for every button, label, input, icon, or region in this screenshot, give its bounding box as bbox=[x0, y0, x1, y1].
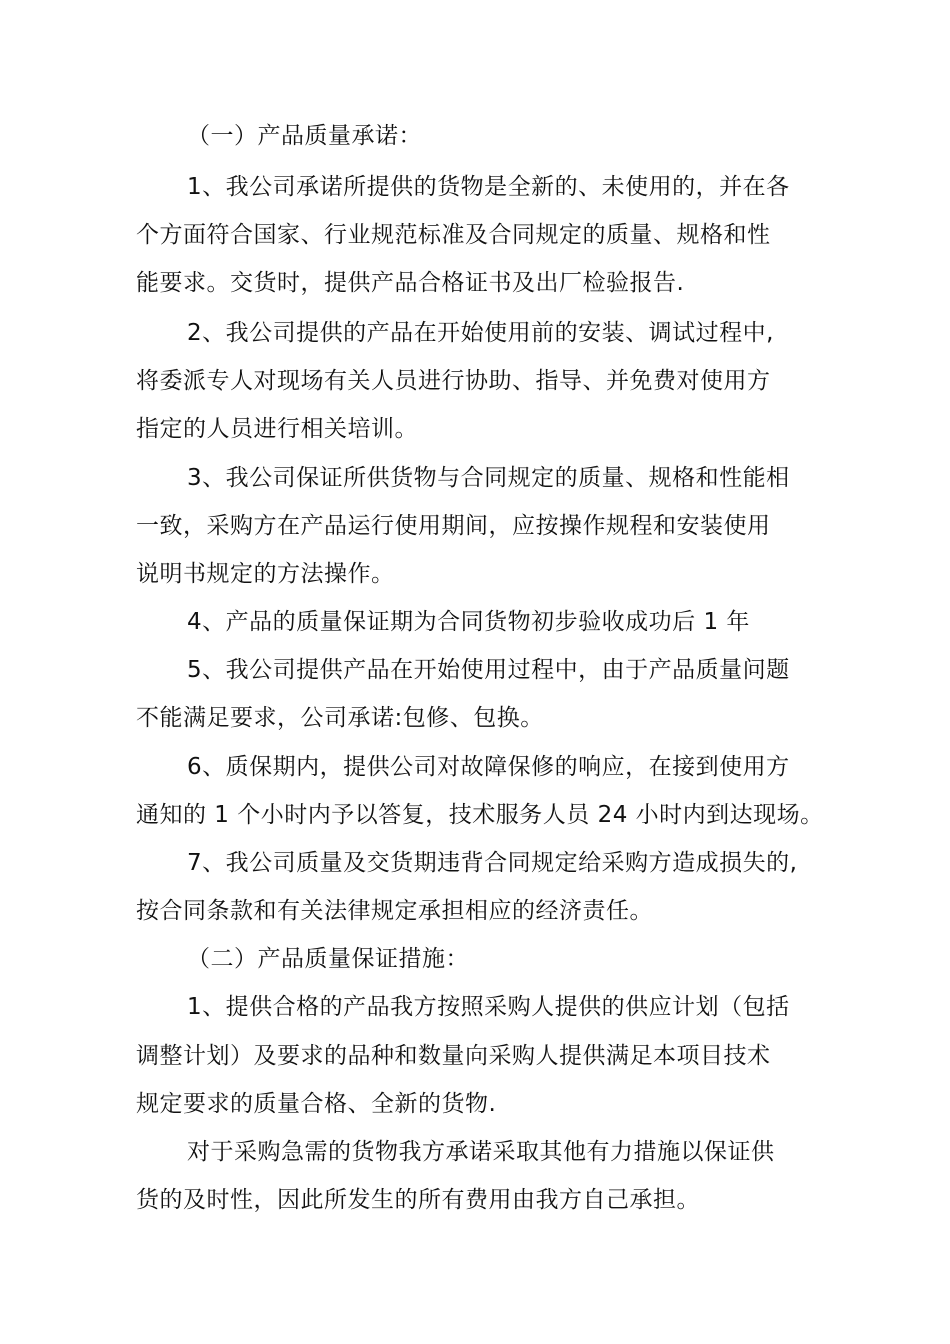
paragraph-line: 个方面符合国家、行业规范标准及合同规定的质量、规格和性 bbox=[136, 222, 771, 248]
paragraph-line: 规定要求的质量合格、全新的货物. bbox=[136, 1091, 497, 1117]
paragraph-line: 通知的 1 个小时内予以答复，技术服务人员 24 小时内到达现场。 bbox=[136, 802, 824, 828]
section-heading-1: （一）产品质量承诺： bbox=[187, 123, 422, 149]
paragraph-line: 6、质保期内，提供公司对故障保修的响应，在接到使用方 bbox=[187, 754, 790, 780]
paragraph-line: 3、我公司保证所供货物与合同规定的质量、规格和性能相 bbox=[187, 465, 790, 491]
paragraph-line: 1、我公司承诺所提供的货物是全新的、未使用的，并在各 bbox=[187, 174, 790, 200]
paragraph-line: 货的及时性，因此所发生的所有费用由我方自己承担。 bbox=[136, 1187, 700, 1213]
paragraph-line: 1、提供合格的产品我方按照采购人提供的供应计划（包括 bbox=[187, 994, 790, 1020]
paragraph-line: 对于采购急需的货物我方承诺采取其他有力措施以保证供 bbox=[187, 1139, 775, 1165]
paragraph-line: 指定的人员进行相关培训。 bbox=[136, 416, 418, 442]
paragraph-line: 调整计划）及要求的品种和数量向采购人提供满足本项目技术 bbox=[136, 1043, 771, 1069]
paragraph-line: 不能满足要求，公司承诺:包修、包换。 bbox=[136, 705, 544, 731]
paragraph-line: 5、我公司提供产品在开始使用过程中，由于产品质量问题 bbox=[187, 657, 790, 683]
paragraph-line: 说明书规定的方法操作。 bbox=[136, 561, 395, 587]
paragraph-line: 2、我公司提供的产品在开始使用前的安装、调试过程中, bbox=[187, 320, 774, 346]
section-heading-2: （二）产品质量保证措施： bbox=[187, 946, 469, 972]
paragraph-line: 7、我公司质量及交货期违背合同规定给采购方造成损失的, bbox=[187, 850, 798, 876]
paragraph-line: 一致，采购方在产品运行使用期间，应按操作规程和安装使用 bbox=[136, 513, 771, 539]
paragraph-line: 能要求。交货时，提供产品合格证书及出厂检验报告. bbox=[136, 270, 685, 296]
paragraph-line: 按合同条款和有关法律规定承担相应的经济责任。 bbox=[136, 898, 653, 924]
paragraph-line: 4、产品的质量保证期为合同货物初步验收成功后 1 年 bbox=[187, 609, 750, 635]
paragraph-line: 将委派专人对现场有关人员进行协助、指导、并免费对使用方 bbox=[136, 368, 771, 394]
